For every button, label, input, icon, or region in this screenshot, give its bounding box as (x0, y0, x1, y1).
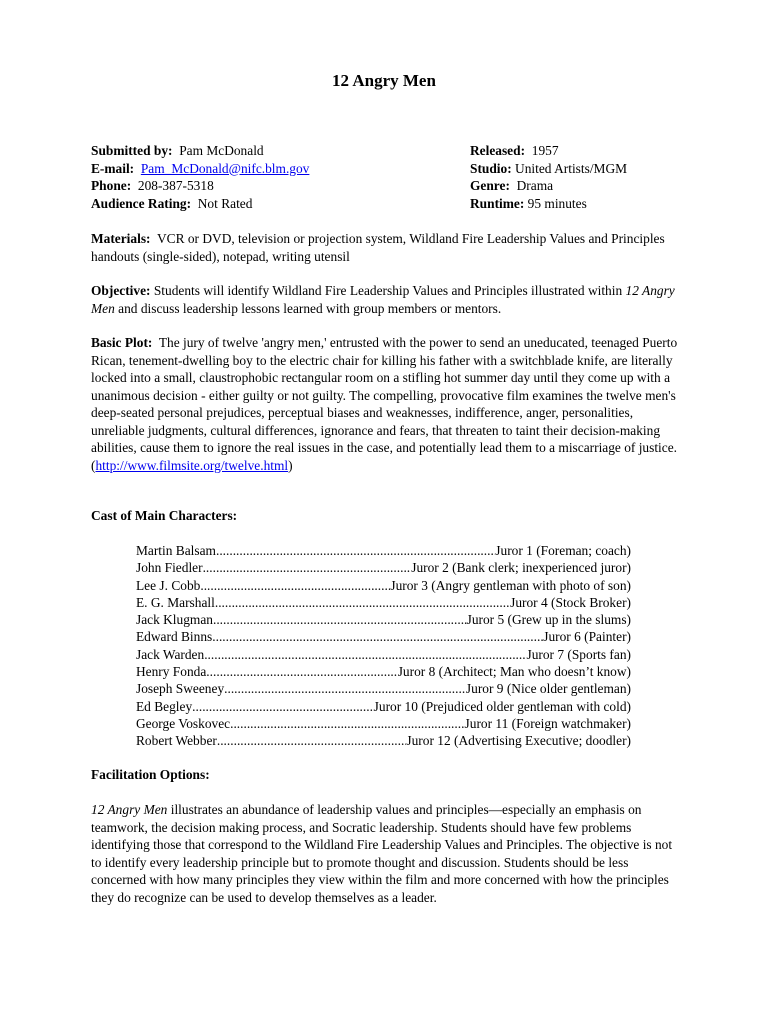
filmsite-link[interactable]: http://www.filmsite.org/twelve.html (95, 457, 289, 473)
document-title: 12 Angry Men (332, 71, 436, 90)
genre-label: Genre: (470, 178, 510, 194)
info-row (91, 160, 681, 178)
submitted-by-value: Pam McDonald (179, 143, 264, 158)
materials-label: Materials: (91, 231, 151, 246)
dot-leader (230, 715, 464, 732)
cast-role: Juror 9 (Nice older gentleman) (465, 681, 631, 697)
phone-value: 208-387-5318 (137, 178, 214, 194)
plot-paragraph (91, 334, 681, 474)
facilitation-paragraph (91, 801, 681, 906)
studio-value: United Artists/MGM (515, 160, 628, 176)
dot-leader (213, 611, 467, 628)
plot-link-open: ( (91, 457, 96, 473)
email-label: E-mail: (91, 160, 135, 176)
cast-row (136, 680, 631, 697)
facilitation-text: illustrates an abundance of leadership values and principles—especially an emphasis on teamwork, the decision making process, and Socratic leadership. Students should have few problems identifying those that correspond to the Wildland Fire Leadership Values and Principles. The objective is not to identify every leadership principle but to promote thought and discussion. Students should be less concerned with how many principles they view within the film and more concerned with how the principles they do recognize can be used to develop themselves as a leader. (91, 802, 673, 905)
cast-row (136, 663, 631, 680)
cast-row (136, 611, 631, 628)
cast-name: Martin Balsam (136, 543, 216, 558)
email-link[interactable]: Pam_McDonald@nifc.blm.gov (140, 160, 310, 176)
phone (91, 177, 214, 195)
facilitation-heading (91, 766, 681, 784)
cast-row (136, 698, 631, 715)
objective-film-title: 12 Angry Men (91, 283, 675, 316)
cast-role: Juror 2 (Bank clerk; inexperienced juror) (411, 560, 631, 576)
cast-row (136, 715, 631, 732)
cast-heading-text: Cast of Main Characters: (91, 508, 238, 523)
info-row (91, 177, 681, 195)
film-info (91, 142, 681, 212)
runtime-label: Runtime: (470, 195, 525, 211)
cast-role: Juror 1 (Foreman; coach) (495, 543, 631, 558)
cast-role: Juror 12 (Advertising Executive; doodler) (406, 733, 631, 749)
objective-label: Objective: (91, 283, 151, 298)
rating-label: Audience Rating: (91, 195, 192, 211)
dot-leader (224, 680, 466, 697)
rating-value: Not Rated (197, 195, 253, 211)
info-row (91, 142, 681, 160)
cast-name: Henry Fonda (136, 664, 207, 680)
runtime-value: 95 minutes (527, 195, 587, 211)
cast-list (136, 542, 631, 750)
plot-text: The jury of twelve 'angry men,' entrusted with the power to send an uneducated, teenaged Puerto Rican, tenement-dwelling boy to the electric chair for killing his father with a switchblade knife, are literally locked into a small, claustrophobic rectangular room on a stifling hot summer day until they come up with a unanimous decision - either guilty or not guilty. The compelling, provocative film examines the twelve men's deep-seated personal prejudices, perceptual biases and weaknesses, indifference, anger, personalities, unreliable judgments, cultural differences, ignorance and fears, that threaten to taint their decision-making abilities, cause them to ignore the real issues in the case, and potentially lead them to a miscarriage of justice. (91, 335, 678, 455)
genre (470, 177, 553, 195)
dot-leader (215, 594, 510, 611)
objective-text-after: and discuss leadership lessons learned with group members or mentors. (118, 300, 502, 316)
cast-row (136, 577, 631, 594)
dot-leader (204, 646, 526, 663)
facilitation-heading-text: Facilitation Options: (91, 767, 210, 782)
facilitation-film-title: 12 Angry Men (91, 802, 168, 817)
cast-name: George Voskovec (136, 715, 231, 731)
dot-leader (192, 698, 374, 715)
released-value: 1957 (531, 143, 559, 158)
released (470, 142, 559, 160)
cast-role: Juror 7 (Sports fan) (526, 646, 631, 662)
cast-name: Edward Binns (136, 629, 213, 645)
audience-rating (91, 195, 252, 213)
objective-paragraph (91, 282, 681, 317)
cast-row (136, 732, 631, 749)
cast-role: Juror 5 (Grew up in the slums) (466, 612, 631, 628)
cast-role: Juror 3 (Angry gentleman with photo of son) (390, 577, 631, 593)
dot-leader (203, 559, 412, 576)
studio-label: Studio: (470, 160, 512, 176)
cast-role: Juror 11 (Foreign watchmaker) (464, 715, 631, 731)
released-label: Released: (470, 143, 526, 158)
objective-text-before: Students will identify Wildland Fire Leadership Values and Principles illustrated within (153, 283, 623, 298)
genre-value: Drama (516, 178, 554, 194)
dot-leader (206, 663, 397, 680)
cast-name: Ed Begley (136, 698, 193, 714)
phone-label: Phone: (91, 178, 132, 194)
cast-role: Juror 4 (Stock Broker) (510, 594, 631, 610)
studio (470, 160, 627, 178)
cast-name: Robert Webber (136, 733, 217, 749)
cast-row (136, 646, 631, 663)
cast-name: Joseph Sweeney (136, 681, 225, 697)
cast-role: Juror 10 (Prejudiced older gentleman with cold) (373, 698, 631, 714)
cast-role: Juror 6 (Painter) (543, 629, 631, 645)
cast-name: Jack Klugman (136, 612, 213, 628)
email (91, 160, 309, 178)
cast-row (136, 559, 631, 576)
cast-role: Juror 8 (Architect; Man who doesn’t know) (397, 664, 631, 680)
dot-leader (217, 732, 407, 749)
dot-leader (212, 628, 543, 645)
cast-row (136, 628, 631, 645)
dot-leader (216, 542, 495, 559)
cast-name: Lee J. Cobb (136, 577, 201, 593)
dot-leader (200, 577, 390, 594)
cast-row (136, 594, 631, 611)
cast-heading (91, 507, 681, 525)
materials-paragraph (91, 230, 681, 265)
cast-name: Jack Warden (136, 646, 205, 662)
plot-label: Basic Plot: (91, 335, 153, 350)
cast-name: John Fiedler (136, 560, 203, 576)
materials-text: VCR or DVD, television or projection system, Wildland Fire Leadership Values and Principles handouts (single-sided), notepad, writing utensil (91, 231, 665, 264)
info-row (91, 195, 681, 213)
cast-row (136, 542, 631, 559)
runtime (470, 195, 587, 213)
cast-name: E. G. Marshall (136, 594, 215, 610)
plot-link-close: ) (288, 457, 293, 473)
submitted-by (91, 142, 264, 160)
submitted-by-label: Submitted by: (91, 143, 173, 158)
